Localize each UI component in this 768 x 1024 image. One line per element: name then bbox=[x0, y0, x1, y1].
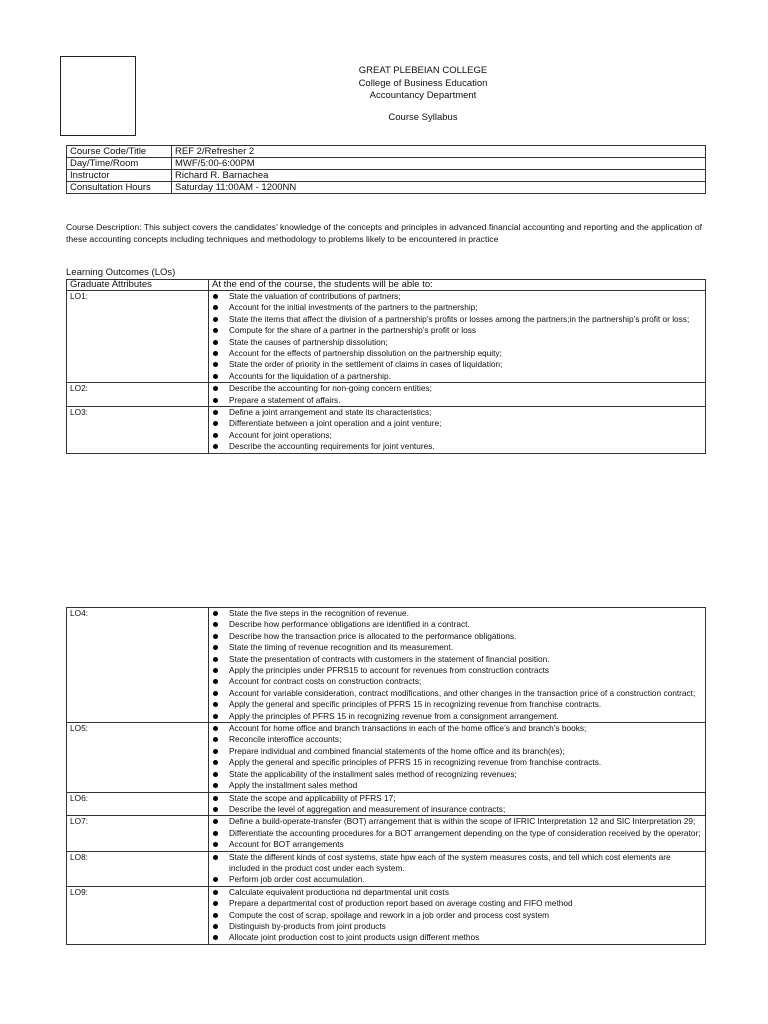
list-item: State the presentation of contracts with customers in the statement of financial position. bbox=[212, 654, 702, 665]
list-item: Prepare a departmental cost of production report based on average costing and FIFO method bbox=[212, 898, 702, 909]
list-item: Reconcile interoffice accounts; bbox=[212, 734, 702, 745]
outcome-items bbox=[209, 407, 706, 454]
list-item: Apply the general and specific principles of PFRS 15 in recognizing revenue from franchise contracts. bbox=[212, 699, 702, 710]
list-item: Describe the level of aggregation and measurement of insurance contracts; bbox=[212, 804, 702, 815]
table-row bbox=[67, 723, 706, 792]
table-row bbox=[67, 158, 706, 170]
outcome-items bbox=[209, 886, 706, 944]
list-item: State the order of priority in the settlement of claims in cases of liquidation; bbox=[212, 359, 702, 370]
document-title: Course Syllabus bbox=[388, 111, 458, 123]
info-label: Course Code/Title bbox=[67, 146, 172, 158]
outcome-id: LO1: bbox=[67, 291, 209, 383]
list-item: Prepare a statement of affairs. bbox=[212, 395, 702, 406]
list-item: Apply the principles under PFRS15 to account for revenues from construction contracts bbox=[212, 665, 702, 676]
college-name: GREAT PLEBEIAN COLLEGE bbox=[358, 65, 488, 76]
course-info-table bbox=[66, 145, 706, 194]
list-item: Apply the general and specific principles of PFRS 15 in recognizing revenue from franchise contracts. bbox=[212, 757, 702, 768]
list-item: Apply the installment sales method bbox=[212, 780, 702, 791]
bullet-list bbox=[212, 383, 702, 406]
list-item: Accounts for the liquidation of a partnership. bbox=[212, 371, 702, 382]
table-row bbox=[67, 816, 706, 851]
list-item: Distinguish by-products from joint products bbox=[212, 921, 702, 932]
list-item: Compute for the share of a partner in the partnership’s profit or loss bbox=[212, 325, 702, 336]
bullet-list bbox=[212, 291, 702, 382]
list-item: Define a joint arrangement and state its characteristics; bbox=[212, 407, 702, 418]
table-row bbox=[67, 851, 706, 886]
list-item: Describe how the transaction price is allocated to the performance obligations. bbox=[212, 631, 702, 642]
learning-outcomes-table bbox=[66, 279, 706, 454]
list-item: Account for BOT arrangements bbox=[212, 839, 702, 850]
list-item: Differentiate between a joint operation and a joint venture; bbox=[212, 418, 702, 429]
table-row bbox=[67, 182, 706, 194]
outcome-items bbox=[209, 608, 706, 723]
bullet-list bbox=[212, 407, 702, 453]
list-item: State the causes of partnership dissolution; bbox=[212, 337, 702, 348]
info-value: Richard R. Barnachea bbox=[172, 170, 706, 182]
outcome-items bbox=[209, 792, 706, 816]
bullet-list bbox=[212, 887, 702, 944]
list-item: State the timing of revenue recognition and its measurement. bbox=[212, 642, 702, 653]
list-item: Differentiate the accounting procedures for a BOT arrangement depending on the type of consideration received by the operator; bbox=[212, 828, 702, 839]
table-row bbox=[67, 886, 706, 944]
department-name: Accountancy Department bbox=[369, 90, 477, 101]
outcome-id: LO6: bbox=[67, 792, 209, 816]
header-outcomes: At the end of the course, the students will be able to: bbox=[209, 280, 706, 291]
list-item: Define a build-operate-transfer (BOT) arrangement that is within the scope of IFRIC Interpretation 12 and SIC Interpretation 29; bbox=[212, 816, 702, 827]
table-row bbox=[67, 146, 706, 158]
table-row bbox=[67, 383, 706, 407]
list-item: Describe the accounting for non-going concern entities; bbox=[212, 383, 702, 394]
list-item: Account for the effects of partnership dissolution on the partnership equity; bbox=[212, 348, 702, 359]
school-name: College of Business Education bbox=[358, 77, 488, 89]
bullet-list bbox=[212, 723, 702, 791]
list-item: Perform job order cost accumulation. bbox=[212, 874, 702, 885]
list-item: State the scope and applicability of PFRS 17; bbox=[212, 793, 702, 804]
list-item: Account for variable consideration, contract modifications, and other changes in the transaction price of a construction contract; bbox=[212, 688, 702, 699]
outcome-id: LO4: bbox=[67, 608, 209, 723]
list-item: State the applicability of the installment sales method of recognizing revenues; bbox=[212, 769, 702, 780]
list-item: State the five steps in the recognition of revenue. bbox=[212, 608, 702, 619]
course-description: Course Description: This subject covers the candidates’ knowledge of the concepts and principles in advanced financial accounting and reporting and the application of these accounting concepts including techniques and methodology to problems likely to be encountered in practice bbox=[66, 222, 702, 244]
list-item: Account for joint operations; bbox=[212, 430, 702, 441]
bullet-list bbox=[212, 816, 702, 850]
learning-outcomes-table-continued bbox=[66, 607, 706, 945]
outcome-id: LO8: bbox=[67, 851, 209, 886]
list-item: Describe the accounting requirements for joint ventures. bbox=[212, 441, 702, 452]
list-item: Account for the initial investments of the partners to the partnership; bbox=[212, 302, 702, 313]
bullet-list bbox=[212, 793, 702, 816]
table-row bbox=[67, 407, 706, 454]
logo-placeholder bbox=[60, 56, 136, 136]
list-item: Account for home office and branch transactions in each of the home office’s and branch’s books; bbox=[212, 723, 702, 734]
header-graduate-attributes: Graduate Attributes bbox=[67, 280, 209, 291]
list-item: Describe how performance obligations are identified in a contract. bbox=[212, 619, 702, 630]
list-item: Compute the cost of scrap, spoilage and rework in a job order and process cost system bbox=[212, 910, 702, 921]
list-item: Calculate equivalent productiona nd departmental unit costs bbox=[212, 887, 702, 898]
info-value: Saturday 11:00AM - 1200NN bbox=[172, 182, 706, 194]
outcome-items bbox=[209, 723, 706, 792]
list-item: Prepare individual and combined financial statements of the home office and its branch(es); bbox=[212, 746, 702, 757]
table-row bbox=[67, 792, 706, 816]
table-row bbox=[67, 608, 706, 723]
outcome-items bbox=[209, 816, 706, 851]
document-header bbox=[180, 65, 666, 124]
outcome-items bbox=[209, 383, 706, 407]
list-item: Allocate joint production cost to joint products usign different methos bbox=[212, 932, 702, 943]
info-label: Day/Time/Room bbox=[67, 158, 172, 170]
list-item: State the valuation of contributions of partners; bbox=[212, 291, 702, 302]
table-row bbox=[67, 291, 706, 383]
outcome-items bbox=[209, 291, 706, 383]
outcome-id: LO7: bbox=[67, 816, 209, 851]
table-header-row bbox=[67, 280, 706, 291]
list-item: State the items that affect the division of a partnership’s profits or losses among the partners;in the partnership’s profit or loss; bbox=[212, 314, 702, 325]
bullet-list bbox=[212, 852, 702, 886]
info-label: Instructor bbox=[67, 170, 172, 182]
list-item: Account for contract costs on construction contracts; bbox=[212, 676, 702, 687]
outcome-id: LO2: bbox=[67, 383, 209, 407]
learning-outcomes-title: Learning Outcomes (LOs) bbox=[66, 267, 176, 278]
info-value: MWF/5:00-6:00PM bbox=[172, 158, 706, 170]
list-item: Apply the principles of PFRS 15 in recognizing revenue from a consignment arrangement. bbox=[212, 711, 702, 722]
outcome-id: LO9: bbox=[67, 886, 209, 944]
list-item: State the different kinds of cost systems, state hpw each of the system measures costs, and tell which cost elements are included in the product cost under each system. bbox=[212, 852, 702, 875]
outcome-id: LO3: bbox=[67, 407, 209, 454]
outcome-items bbox=[209, 851, 706, 886]
bullet-list bbox=[212, 608, 702, 722]
table-row bbox=[67, 170, 706, 182]
outcome-id: LO5: bbox=[67, 723, 209, 792]
info-label: Consultation Hours bbox=[67, 182, 172, 194]
info-value: REF 2/Refresher 2 bbox=[172, 146, 706, 158]
